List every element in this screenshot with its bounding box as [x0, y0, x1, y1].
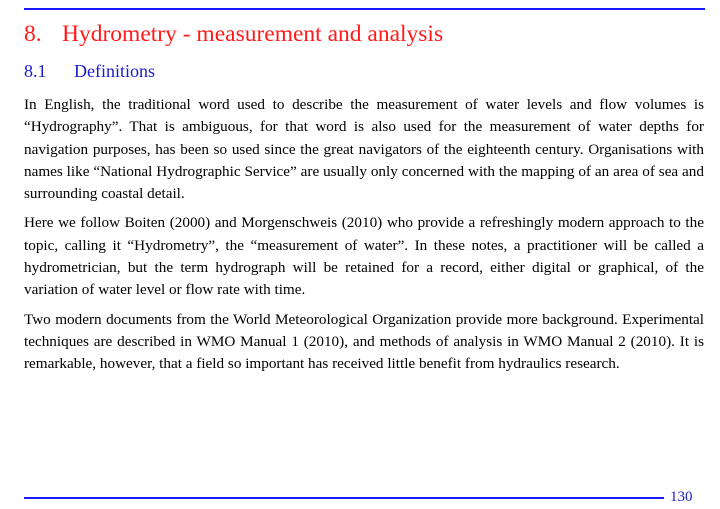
section-title: Definitions — [74, 61, 155, 81]
chapter-title: Hydrometry - measurement and analysis — [62, 21, 444, 47]
page-number: 130 — [670, 489, 693, 505]
paragraph-3: Two modern documents from the World Meteorological Organization provide more background. Experimental techniques are described in WMO Manual 1 (2010), and methods of analysis in WMO Manual 2 (2010). It is remarkable, however, that a field so important has received little benefit from hydraulics research. — [24, 310, 704, 373]
bottom-rule — [24, 497, 664, 499]
section-number: 8.1 — [24, 61, 47, 81]
section-heading — [24, 58, 155, 84]
chapter-number: 8. — [24, 21, 42, 47]
top-rule — [24, 8, 705, 10]
body-text — [24, 94, 704, 383]
chapter-heading — [24, 18, 443, 50]
paragraph-1: In English, the traditional word used to describe the measurement of water levels and flow volumes is “Hydrography”. That is ambiguous, for that word is also used for the measurement of water depths for navigation purposes, has been so used since the great navigators of the eighteenth century. Organisations with names like “National Hydrographic Service” are usually only concerned with the mapping of an area of sea and surrounding coastal detail. — [24, 96, 704, 203]
paragraph-2: Here we follow Boiten (2000) and Morgenschweis (2010) who provide a refreshingly modern approach to the topic, calling it “Hydrometry”, the “measurement of water”. In these notes, a practitioner will be called a hydrometrician, but the term hydrograph will be retained for a record, either digital or graphical, of the variation of water level or flow rate with time. — [24, 214, 704, 299]
